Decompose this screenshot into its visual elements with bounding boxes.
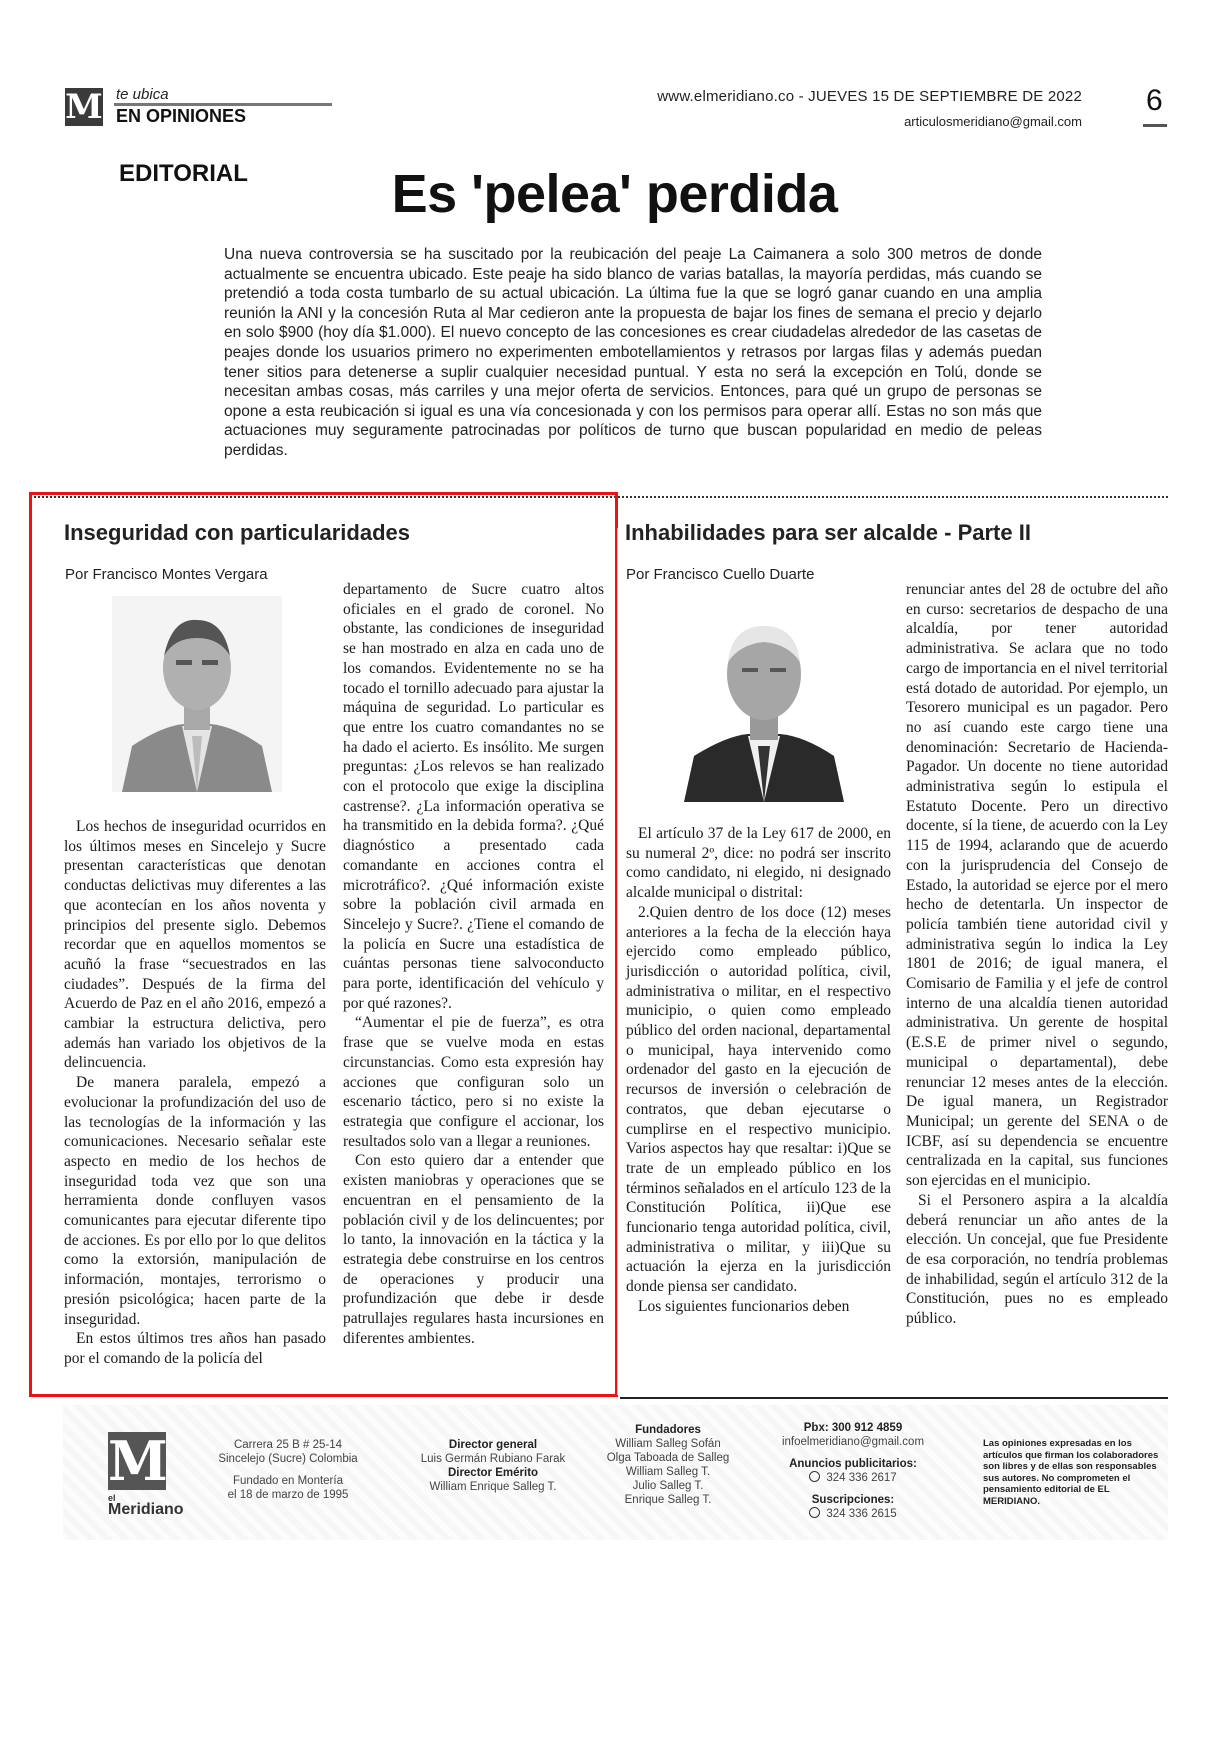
footer-brand-prefix: el — [108, 1493, 116, 1503]
footer — [63, 1405, 1168, 1540]
footer-disclaimer: Las opiniones expresadas en los artículos que firman los colaboradores son libres y de ellas son responsables sus autores. No comprometen el pensamiento editorial de EL MERIDIANO. — [983, 1438, 1159, 1507]
article-title: Inseguridad con particularidades — [64, 520, 410, 545]
whatsapp-icon — [809, 1471, 820, 1482]
contact-email: articulosmeridiano@gmail.com — [904, 114, 1082, 129]
footer-directors: Director general Luis Germán Rubiano Farak Director Emérito William Enrique Salleg T. — [420, 1439, 566, 1493]
article-column-1 — [64, 817, 326, 1369]
footer-founders: Fundadores William Salleg Sofán Olga Taboada de Salleg William Salleg T. Julio Salleg T. Enrique Salleg T. — [606, 1424, 730, 1506]
author-photo — [112, 596, 282, 792]
author-photo — [676, 596, 852, 802]
column-divider — [617, 528, 618, 1395]
footer-brand: Meridiano — [108, 1501, 184, 1518]
footer-logo: M — [108, 1429, 168, 1493]
article-column-2 — [343, 580, 604, 1348]
paragraph: Si el Personero aspira a la alcaldía deberá renunciar un año antes de la elección. Un concejal, que fue Presidente de esa corporación, no tendría problemas de inhabilidad, según el artículo 312 de la Constitución, pues no es empleado público. — [906, 1191, 1168, 1328]
article-byline: Por Francisco Cuello Duarte — [626, 566, 815, 583]
paragraph: Con esto quiero dar a entender que existen maniobras y operaciones que se encuentran en el pensamiento de la población civil y de los delincuentes; por lo tanto, la innovación en la táctica y la estrategia debe construirse en los centros de operaciones y producir una profundización que debe ir desde patrullajes regulares hasta incursiones en diferentes ambientes. — [343, 1152, 604, 1347]
page-number-rule — [1143, 124, 1167, 127]
article-bottom-rule — [620, 1397, 1168, 1399]
article-column-2 — [906, 580, 1168, 1329]
article-title: Inhabilidades para ser alcalde - Parte II — [625, 520, 1031, 545]
article-column-1 — [626, 824, 891, 1317]
paragraph: Los hechos de inseguridad ocurridos en los últimos meses en Sincelejo y Sucre presentan características que denotan conductas delictivas muy diferentes a las que acontecían en los años noventa y principios del presente siglo. Debemos recordar que en aquellos momentos se acuñó la frase “secuestrados en las ciudades”. Después de la firma del Acuerdo de Paz en el año 2016, empezó a cambiar la estructura delictiva, pero además han variado los objetivos de la delincuencia. — [64, 818, 326, 1072]
footer-address: Carrera 25 B # 25-14 Sincelejo (Sucre) Colombia Fundado en Montería el 18 de marzo de 1995 — [218, 1439, 358, 1501]
editorial-title: Es 'pelea' perdida — [391, 164, 838, 224]
masthead-tagline: te ubica — [116, 86, 169, 103]
section-name: EN OPINIONES — [116, 106, 247, 126]
paragraph: “Aumentar el pie de fuerza”, es otra frase que se vuelve moda en estas circunstancias. Como esta expresión hay acciones que configuran solo un escenario táctico, pero si no existe la estrategia que configure el accionar, los resultados solo van a llegar a reuniones. — [343, 1014, 604, 1150]
whatsapp-icon — [809, 1507, 820, 1518]
paragraph: 2.Quien dentro de los doce (12) meses anteriores a la fecha de la elección haya ejercido como empleado público, jurisdicción o autoridad política, civil, administrativa o militar, en el respectivo municipio, o quien como empleado público del orden nacional, departamental o municipal, haya intervenido como ordenador del gasto en la ejecución de recursos de inversión o celebración de contratos, que deban ejecutarse o cumplirse en el respectivo municipio. Varios aspectos hay que resaltar: i)Que se trate de un empleado público en los términos señalados en el artículo 123 de la Constitución Política, ii)Que ese funcionario tenga autoridad política, civil, administrativa o militar, y iii)Que su actuación la ejerza en la jurisdicción donde piensa ser candidato. — [626, 903, 891, 1296]
article-byline: Por Francisco Montes Vergara — [65, 566, 268, 583]
paragraph: De manera paralela, empezó a evolucionar la profundización del uso de las tecnologías de la información y las comunicaciones. Necesario señalar este aspecto en medio de los hechos de inseguridad toda vez que son una herramienta donde confluyen vasos comunicantes para ejecutar diferente tipo de acciones. Es por ello por lo que delitos como la extorsión, manipulación de información, montajes, terrorismo o presión psicológica; hacen parte de la inseguridad. — [64, 1074, 326, 1328]
paragraph: En estos últimos tres años han pasado por el comando de la policía del — [64, 1330, 326, 1367]
editorial-label: EDITORIAL — [119, 160, 248, 187]
footer-contact: Pbx: 300 912 4859 infoelmeridiano@gmail.com Anuncios publicitarios: 324 336 2617 Suscripciones: 324 336 2615 — [781, 1422, 925, 1520]
paragraph: departamento de Sucre cuatro altos oficiales en el grado de coronel. No obstante, las condiciones de inseguridad se han mostrado en alza en cada uno de los comandos. Evidentemente no se ha tocado el tornillo adecuado para ajustar la máquina de seguridad. Lo particular es que entre los cuatro comandantes no se ha dado el acierto. Es insólito. Me surgen preguntas: ¿Los relevos se han realizado con el protocolo que exige la disciplina castrense?. ¿La información operativa se ha transmitido en la debida forma?. ¿Qué diagnóstico a presentado cada comandante en acciones contra el microtráfico?. ¿Qué información existe sobre la población civil armada en Sincelejo y Sucre?. ¿Tiene el comando de la policía en Sucre una estadística de cuántas personas tiene salvoconducto para porte, identificación del vehículo y por qué razones?. — [343, 581, 604, 1012]
masthead-logo: M — [65, 87, 103, 127]
paragraph: Los siguientes funcionarios deben — [638, 1297, 850, 1315]
paragraph: El artículo 37 de la Ley 617 de 2000, en su numeral 2º, dice: no podrá ser inscrito como candidato, ni elegido, ni designado alcalde municipal o distrital: — [626, 825, 891, 902]
page-number: 6 — [1146, 84, 1163, 117]
site-and-date: www.elmeridiano.co - JUEVES 15 DE SEPTIEMBRE DE 2022 — [657, 88, 1082, 105]
paragraph: renunciar antes del 28 de octubre del año en curso: secretarios de despacho de una alcaldía, por tener autoridad administrativa. Se aclara que no todo cargo de importancia en el nivel territorial está dotado de autoridad. Por ejemplo, un Tesorero municipal es un pagador. Pero no así cuando este cargo tiene una denominación: Secretario de Hacienda- Pagador. Un docente no tiene autoridad administrativa según lo estipula el Estatuto Docente. Pero un directivo docente, sí la tiene, de acuerdo con la Ley 115 de 1994, aclarando que de acuerdo con la jurisprudencia del Consejo de Estado, la autoridad se ejerce por el mero hecho de detentarla. Un inspector de policía también tiene autoridad civil y administrativa según lo indica la Ley 1801 de 2016; de igual manera, el Comisario de Familia y el jefe de control interno de una alcaldía tienen autoridad administrativa. Un gerente de hospital (E.S.E de primer nivel o segundo, municipal o departamental), debe renunciar 12 meses antes de la elección. De igual manera, un Registrador Municipal; un gerente del SENA o de ICBF, así su dependencia se encuentre centralizada en la capital, sus funciones son ejercidas en el municipio. — [906, 581, 1168, 1190]
editorial-body: Una nueva controversia se ha suscitado por la reubicación del peaje La Caimanera a solo 300 metros de donde actualmente se encuentra ubicado. Este peaje ha sido blanco de varias batallas, la mayoría perdidas, más cuando se pretendió a toda costa tumbarlo de su actual ubicación. La última fue la que se logró ganar cuando en una amplia reunión la ANI y la concesión Ruta al Mar cedieron ante la propuesta de bajar los fines de semana el precio y dejarlo en solo $900 (hoy día $1.000). El nuevo concepto de las concesiones es crear ciudadelas alrededor de las casetas de peajes donde los usuarios primero no experimenten embotellamientos y retrasos por largas filas y además puedan tener sitios para detenerse a suplir cualquier necesidad puntual. Y esta no será la excepción en Tolú, donde se necesitan ambas cosas, más carriles y una mejor oferta de servicios. Entonces, para qué un grupo de personas se opone a esta reubicación si igual es una vía concesionada y con los permisos para operar allí. Estas no son más que actuaciones muy seguramente patrocinadas por políticos de turno que buscan popularidad en medio de peleas perdidas. — [224, 246, 1042, 459]
